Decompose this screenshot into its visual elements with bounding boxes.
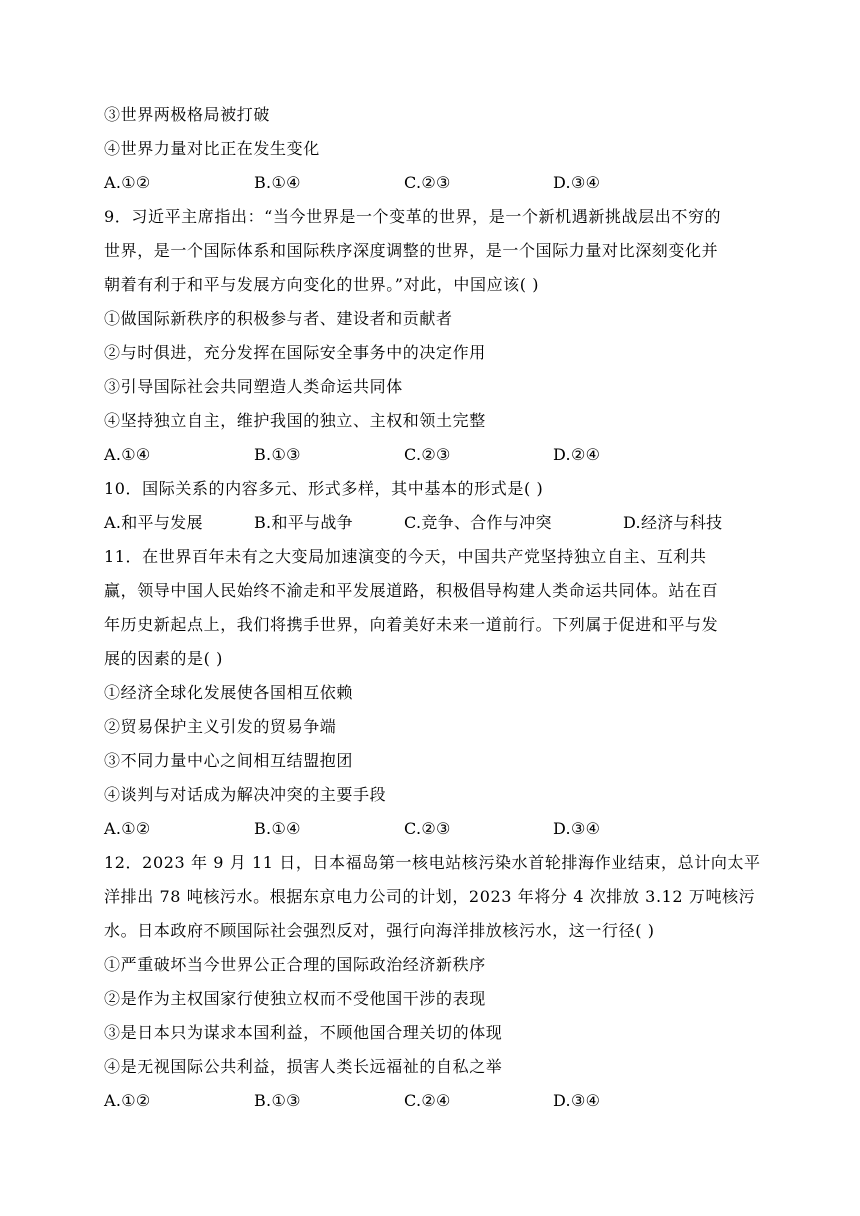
- question-list: [104, 98, 761, 1118]
- option-a: A.①②: [104, 173, 151, 192]
- question-stem-line: 展的因素的是( ): [104, 649, 223, 668]
- option-c: C.②③: [404, 819, 451, 838]
- statement-item: ①经济全球化发展使各国相互依赖: [104, 683, 354, 702]
- statement-item: ④世界力量对比正在发生变化: [104, 139, 320, 158]
- statement-item: ②贸易保护主义引发的贸易争端: [104, 717, 337, 736]
- option-a: A.和平与发展: [104, 513, 203, 532]
- option-c: C.②③: [404, 445, 451, 464]
- statement-item: ①严重破坏当今世界公正合理的国际政治经济新秩序: [104, 955, 486, 974]
- statement-item: ④谈判与对话成为解决冲突的主要手段: [104, 785, 387, 804]
- statement-item: ②与时俱进，充分发挥在国际安全事务中的决定作用: [104, 343, 486, 362]
- statement-item: ③是日本只为谋求本国利益，不顾他国合理关切的体现: [104, 1023, 503, 1042]
- statement-item: ①做国际新秩序的积极参与者、建设者和贡献者: [104, 309, 453, 328]
- option-c: C.②③: [404, 173, 451, 192]
- question-stem-line: 11．在世界百年未有之大变局加速演变的今天，中国共产党坚持独立自主、互利共: [104, 547, 707, 566]
- question-9: [104, 200, 756, 472]
- option-d: D.③④: [553, 819, 601, 838]
- question-stem-line: 12．2023 年 9 月 11 日，日本福岛第一核电站核污染水首轮排海作业结束，总计向太平: [104, 853, 761, 872]
- question-stem-line: 朝着有利于和平与发展方向变化的世界。”对此，中国应该( ): [104, 275, 540, 294]
- statement-item: ②是作为主权国家行使独立权而不受他国干涉的表现: [104, 989, 486, 1008]
- option-b: B.①④: [254, 819, 301, 838]
- option-b: B.①③: [254, 1091, 301, 1110]
- answer-options: [104, 438, 756, 472]
- question-stem-line: 水。日本政府不顾国际社会强烈反对，强行向海洋排放核污水，这一行径( ): [104, 921, 655, 940]
- option-c: C.②④: [404, 1091, 451, 1110]
- option-b: B.和平与战争: [254, 513, 353, 532]
- question-stem-line: 洋排出 78 吨核污水。根据东京电力公司的计划，2023 年将分 4 次排放 3.12 万吨核污: [104, 887, 756, 906]
- option-a: A.①④: [104, 445, 151, 464]
- question-stem-line: 9．习近平主席指出：“当今世界是一个变革的世界，是一个新机遇新挑战层出不穷的: [104, 207, 722, 226]
- option-d: D.②④: [553, 445, 601, 464]
- question-stem-line: 年历史新起点上，我们将携手世界，向着美好未来一道前行。下列属于促进和平与发: [104, 615, 719, 634]
- option-a: A.①②: [104, 819, 151, 838]
- option-b: B.①③: [254, 445, 301, 464]
- question-11: [104, 540, 756, 846]
- question-12: [104, 846, 761, 1118]
- question-stem-line: 世界，是一个国际体系和国际秩序深度调整的世界，是一个国际力量对比深刻变化并: [104, 241, 719, 260]
- option-c: C.竞争、合作与冲突: [404, 513, 552, 532]
- option-d: D.③④: [553, 173, 601, 192]
- option-d: D.经济与科技: [623, 513, 723, 532]
- statement-item: ③不同力量中心之间相互结盟抱团: [104, 751, 354, 770]
- question-stem-line: 赢，领导中国人民始终不渝走和平发展道路，积极倡导构建人类命运共同体。站在百: [104, 581, 719, 600]
- answer-options: [104, 812, 756, 846]
- question-8: [104, 98, 756, 200]
- answer-options: [104, 1084, 756, 1118]
- option-d: D.③④: [553, 1091, 601, 1110]
- statement-item: ④是无视国际公共利益，损害人类长远福祉的自私之举: [104, 1057, 503, 1076]
- option-b: B.①④: [254, 173, 301, 192]
- answer-options: [104, 506, 756, 540]
- question-stem-line: 10．国际关系的内容多元、形式多样，其中基本的形式是( ): [104, 479, 544, 498]
- statement-item: ③世界两极格局被打破: [104, 105, 271, 124]
- answer-options: [104, 166, 756, 200]
- statement-item: ③引导国际社会共同塑造人类命运共同体: [104, 377, 403, 396]
- statement-item: ④坚持独立自主，维护我国的独立、主权和领土完整: [104, 411, 486, 430]
- option-a: A.①②: [104, 1091, 151, 1110]
- question-10: [104, 472, 756, 540]
